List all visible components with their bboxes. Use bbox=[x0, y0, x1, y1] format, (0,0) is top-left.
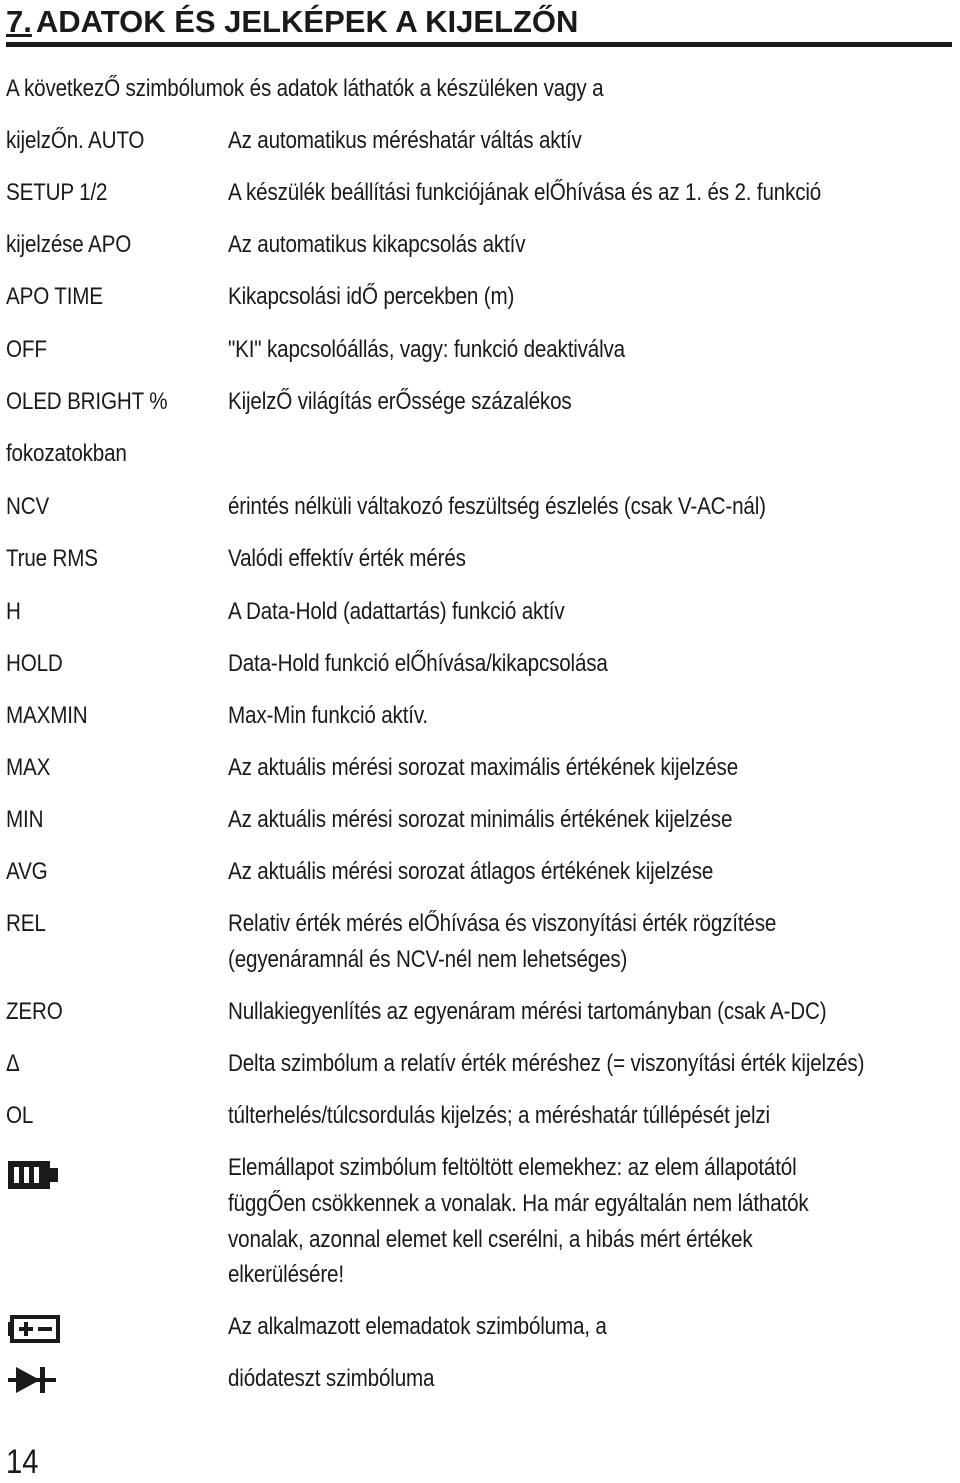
battery-level-desc-line-1: Elemállapot szimbólum feltöltött elemekhez: az elem állapotától bbox=[228, 1154, 797, 1181]
true-rms-label: True RMS bbox=[6, 545, 98, 572]
maxmin-desc: Max-Min funkció aktív. bbox=[228, 702, 429, 729]
ol-label: OL bbox=[6, 1102, 34, 1129]
auto-desc: Az automatikus méréshatár váltás aktív bbox=[228, 127, 582, 154]
setup-label: SETUP 1/2 bbox=[6, 179, 108, 206]
apo-time-label: APO TIME bbox=[6, 283, 103, 310]
intro-line-1: A következŐ szimbólumok és adatok láthatók a készüléken vagy a bbox=[6, 75, 604, 102]
off-label: OFF bbox=[6, 336, 47, 363]
ol-desc: túlterhelés/túlcsordulás kijelzés; a méréshatár túllépését jelzi bbox=[228, 1102, 770, 1129]
page-number: 14 bbox=[6, 1443, 39, 1481]
oled-bright-label: OLED BRIGHT % bbox=[6, 388, 168, 415]
zero-desc: Nullakiegyenlítés az egyenáram mérési tartományban (csak A-DC) bbox=[228, 998, 827, 1025]
battery-level-desc-line-4: elkerülésére! bbox=[228, 1261, 344, 1288]
avg-desc: Az aktuális mérési sorozat átlagos értékének kijelzése bbox=[228, 858, 714, 885]
battery-level-desc-line-2: függŐen csökkennek a vonalak. Ha már egyáltalán nem láthatók bbox=[228, 1190, 809, 1217]
avg-label: AVG bbox=[6, 858, 48, 885]
apo-time-desc: Kikapcsolási idŐ percekben (m) bbox=[228, 283, 515, 310]
h-label: H bbox=[6, 598, 21, 625]
setup-desc: A készülék beállítási funkciójának elŐhívása és az 1. és 2. funkció bbox=[228, 179, 822, 206]
max-desc: Az aktuális mérési sorozat maximális értékének kijelzése bbox=[228, 754, 739, 781]
section-title: ADATOK ÉS JELKÉPEK A KIJELZŐN bbox=[35, 4, 579, 39]
max-label: MAX bbox=[6, 754, 51, 781]
battery-level-desc-line-3: vonalak, azonnal elemet kell cserélni, a hibás mért értékek bbox=[228, 1226, 753, 1253]
diode-desc: diódateszt szimbóluma bbox=[228, 1365, 435, 1392]
delta-desc: Delta szimbólum a relatív érték méréshez (= viszonyítási érték kijelzés) bbox=[228, 1050, 865, 1077]
h-desc: A Data-Hold (adattartás) funkció aktív bbox=[228, 598, 565, 625]
rel-desc-line-2: (egyenáramnál és NCV-nél nem lehetséges) bbox=[228, 946, 628, 973]
rel-label: REL bbox=[6, 910, 46, 937]
maxmin-label: MAXMIN bbox=[6, 702, 88, 729]
oled-bright-desc: KijelzŐ világítás erŐssége százalékos bbox=[228, 388, 572, 415]
oled-bright-label-cont: fokozatokban bbox=[6, 440, 127, 467]
ncv-desc: érintés nélküli váltakozó feszültség észlelés (csak V-AC-nál) bbox=[228, 493, 766, 520]
apo-label: kijelzése APO bbox=[6, 231, 132, 258]
battery-polarity-icon bbox=[6, 1314, 60, 1344]
diode-icon bbox=[6, 1364, 60, 1396]
ncv-label: NCV bbox=[6, 493, 50, 520]
apo-desc: Az automatikus kikapcsolás aktív bbox=[228, 231, 526, 258]
hold-label: HOLD bbox=[6, 650, 63, 677]
delta-label: Δ bbox=[6, 1050, 20, 1077]
min-desc: Az aktuális mérési sorozat minimális értékének kijelzése bbox=[228, 806, 733, 833]
battery-level-icon bbox=[6, 1158, 60, 1192]
section-heading bbox=[6, 2, 952, 47]
battery-data-desc: Az alkalmazott elemadatok szimbóluma, a bbox=[228, 1313, 607, 1340]
zero-label: ZERO bbox=[6, 998, 63, 1025]
hold-desc: Data-Hold funkció elŐhívása/kikapcsolása bbox=[228, 650, 608, 677]
section-number: 7. bbox=[6, 4, 32, 39]
rel-desc: Relativ érték mérés elŐhívása és viszonyítási érték rögzítése bbox=[228, 910, 777, 937]
off-desc: "KI" kapcsolóállás, vagy: funkció deaktiválva bbox=[228, 336, 625, 363]
min-label: MIN bbox=[6, 806, 44, 833]
intro-line-2: kijelzŐn. AUTO bbox=[6, 127, 145, 154]
true-rms-desc: Valódi effektív érték mérés bbox=[228, 545, 466, 572]
